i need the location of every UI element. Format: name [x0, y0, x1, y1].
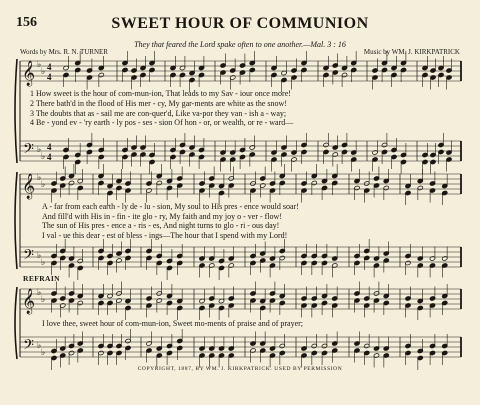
words-credit: Words by Mrs. R. N. TURNER — [20, 48, 108, 56]
bass-clef-icon: 𝄢 — [23, 141, 34, 161]
verse-3-line-2: The sun of His pres - ence a - ris - es, And night turns to glo - ri - ous day! — [42, 221, 280, 230]
refrain-lyrics: I love thee, sweet hour of com-mun-ion, Sweet mo-ments of praise and of prayer; — [42, 319, 304, 328]
flat-sign-icon: ♭ — [41, 294, 46, 304]
verse-2-line-1: 2 There bath'd in the flood of His mer - cy, My gar-ments are white as the snow! — [30, 99, 287, 108]
verse-4-line-1: 4 Be - yond ev - 'ry earth - ly pos - ses - sion Of hon - or, or wealth, or re - ward— — [30, 118, 294, 127]
flat-sign-icon: ♭ — [37, 59, 42, 69]
treble-clef-icon: 𝄞 — [22, 174, 36, 199]
bass-clef-icon: 𝄢 — [23, 337, 34, 357]
flat-sign-icon: ♭ — [37, 340, 42, 350]
flat-sign-icon: ♭ — [41, 257, 46, 267]
flat-sign-icon: ♭ — [41, 66, 46, 76]
verse-1-line-1: 1 How sweet is the hour of com-mun-ion, That leads to my Sav - iour once more! — [30, 89, 291, 98]
treble-clef-icon: 𝄞 — [22, 61, 36, 86]
music-credit: Music by WM. J. KIRKPATRICK — [363, 48, 460, 56]
verse-4-line-2: I val - ue this dear - est of bless - ings—The hour that I spend with my Lord! — [42, 231, 288, 240]
copyright-notice: COPYRIGHT, 1887, BY WM. J. KIRKPATRICK. USED BY PERMISSION — [137, 366, 343, 372]
refrain-label: REFRAIN — [23, 274, 60, 283]
flat-sign-icon: ♭ — [41, 179, 46, 189]
time-signature-top: 4 — [47, 142, 52, 152]
treble-clef-icon: 𝄞 — [22, 289, 36, 314]
system-brace — [15, 172, 17, 269]
bass-clef-icon: 𝄢 — [23, 247, 34, 267]
scripture-epigraph: They that feared the Lord spake often to one another.—Mal. 3 : 16 — [134, 40, 346, 49]
time-signature-top: 4 — [47, 62, 52, 72]
flat-sign-icon: ♭ — [37, 250, 42, 260]
verse-1-line-2: A - far from each earth - ly de - lu - sion, My soul to His pres - ence would soar! — [42, 202, 299, 211]
page-number: 156 — [16, 15, 37, 30]
flat-sign-icon: ♭ — [37, 172, 42, 182]
time-signature-bottom: 4 — [47, 72, 52, 82]
flat-sign-icon: ♭ — [41, 151, 46, 161]
flat-sign-icon: ♭ — [41, 347, 46, 357]
system-brace — [15, 287, 17, 359]
verse-2-line-2: And fill'd with His in - fin - ite glo - ry, My faith and my joy o - ver - flow! — [42, 212, 282, 221]
time-signature-bottom: 4 — [47, 152, 52, 162]
flat-sign-icon: ♭ — [37, 144, 42, 154]
hymn-title: SWEET HOUR OF COMMUNION — [111, 15, 369, 32]
system-brace — [15, 59, 17, 163]
flat-sign-icon: ♭ — [37, 287, 42, 297]
verse-3-line-1: 3 The doubts that as - sail me are con-quer'd, Like va-por they van - ish a - way; — [30, 109, 287, 118]
